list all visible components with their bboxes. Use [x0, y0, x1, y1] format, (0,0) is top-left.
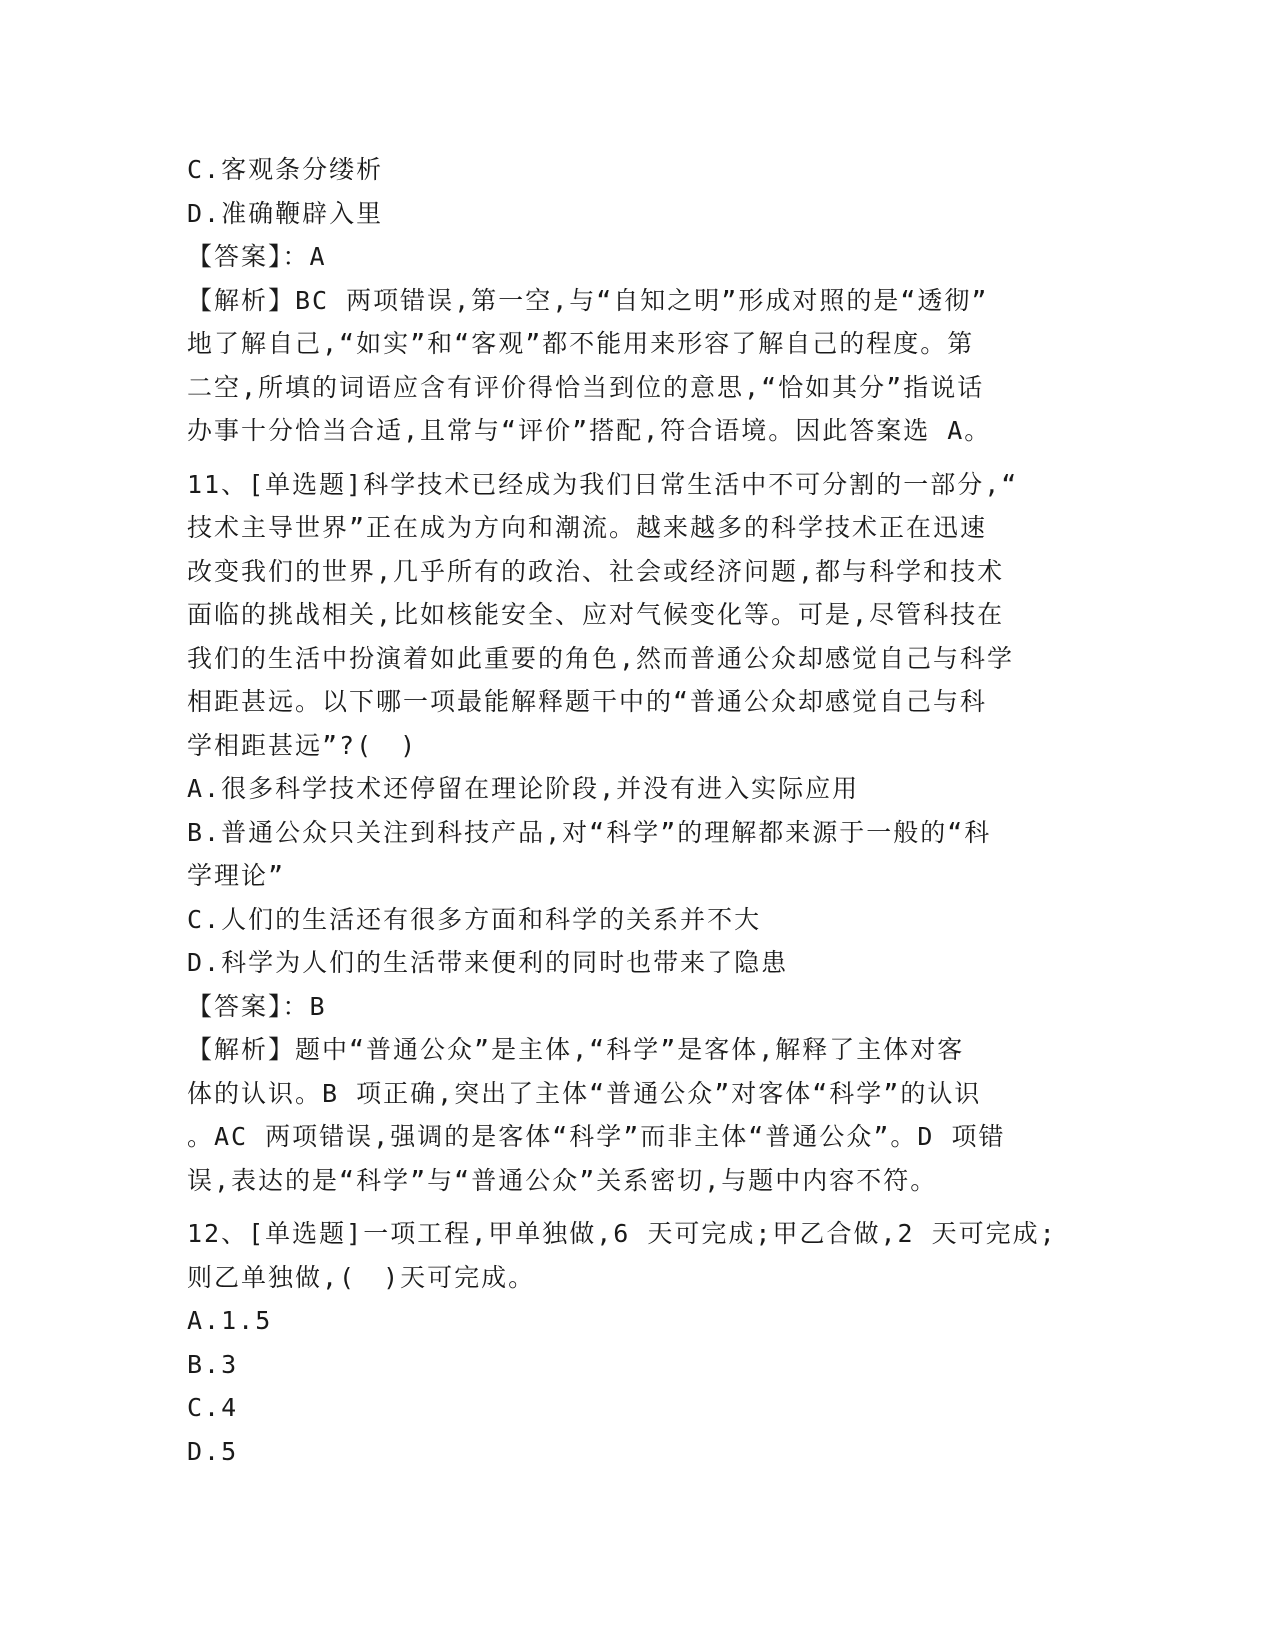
prev-option-c: C.客观条分缕析 [187, 155, 384, 184]
prev-analysis-line: 地了解自己,“如实”和“客观”都不能用来形容了解自己的程度。第 [187, 329, 975, 358]
q12-option-a: A.1.5 [187, 1306, 273, 1335]
q11-stem-line: 11、[单选题]科学技术已经成为我们日常生活中不可分割的一部分,“ [187, 469, 1019, 499]
q11-stem-line: 我们的生活中扮演着如此重要的角色,然而普通公众却感觉自己与科学 [187, 643, 1015, 673]
paragraph-gap [187, 453, 1077, 463]
q11-stem-line: 学相距甚远”?( ) [187, 730, 418, 760]
q12-option-b: B.3 [187, 1349, 239, 1379]
q11-analysis-line: 【解析】题中“普通公众”是主体,“科学”是客体,解释了主体对客 [187, 1035, 965, 1064]
q11-option-c: C.人们的生活还有很多方面和科学的关系并不大 [187, 904, 762, 934]
q12-option-d: D.5 [187, 1436, 239, 1466]
paragraph-gap [187, 1202, 1077, 1212]
q11-analysis-line: 体的认识。B 项正确,突出了主体“普通公众”对客体“科学”的认识 [187, 1078, 982, 1108]
q11-option-b-line: 学理论” [187, 861, 286, 890]
q11-option-a: A.很多科学技术还停留在理论阶段,并没有进入实际应用 [187, 774, 860, 803]
q11-analysis-line: 。AC 两项错误,强调的是客体“科学”而非主体“普通公众”。D 项错 [187, 1122, 1006, 1151]
q12-option-c: C.4 [187, 1393, 239, 1422]
q12-stem-line: 12、[单选题]一项工程,甲单独做,6 天可完成;甲乙合做,2 天可完成; [187, 1219, 1057, 1248]
q11-answer: 【答案】：B [187, 991, 327, 1021]
q11-stem-line: 技术主导世界”正在成为方向和潮流。越来越多的科学技术正在迅速 [187, 513, 988, 542]
prev-analysis-line: 办事十分恰当合适,且常与“评价”搭配,符合语境。因此答案选 A。 [187, 416, 992, 445]
prev-analysis-line: 【解析】BC 两项错误,第一空,与“自知之明”形成对照的是“透彻” [187, 285, 989, 315]
prev-answer: 【答案】：A [187, 242, 327, 271]
q11-stem-line: 面临的挑战相关,比如核能安全、应对气候变化等。可是,尽管科技在 [187, 600, 1005, 629]
q11-analysis-line: 误,表达的是“科学”与“普通公众”关系密切,与题中内容不符。 [187, 1165, 938, 1195]
prev-option-d: D.准确鞭辟入里 [187, 198, 384, 228]
prev-analysis-line: 二空,所填的词语应含有评价得恰当到位的意思,“恰如其分”指说话 [187, 372, 985, 402]
q11-stem-line: 相距甚远。以下哪一项最能解释题干中的“普通公众却感觉自己与科 [187, 687, 988, 716]
q11-option-b-line: B.普通公众只关注到科技产品,对“科学”的理解都来源于一般的“科 [187, 817, 992, 847]
q11-option-d: D.科学为人们的生活带来便利的同时也带来了隐患 [187, 948, 789, 977]
document-page [187, 148, 1077, 1473]
q11-stem-line: 改变我们的世界,几乎所有的政治、社会或经济问题,都与科学和技术 [187, 556, 1005, 586]
q12-stem-line: 则乙单独做,( )天可完成。 [187, 1262, 536, 1292]
